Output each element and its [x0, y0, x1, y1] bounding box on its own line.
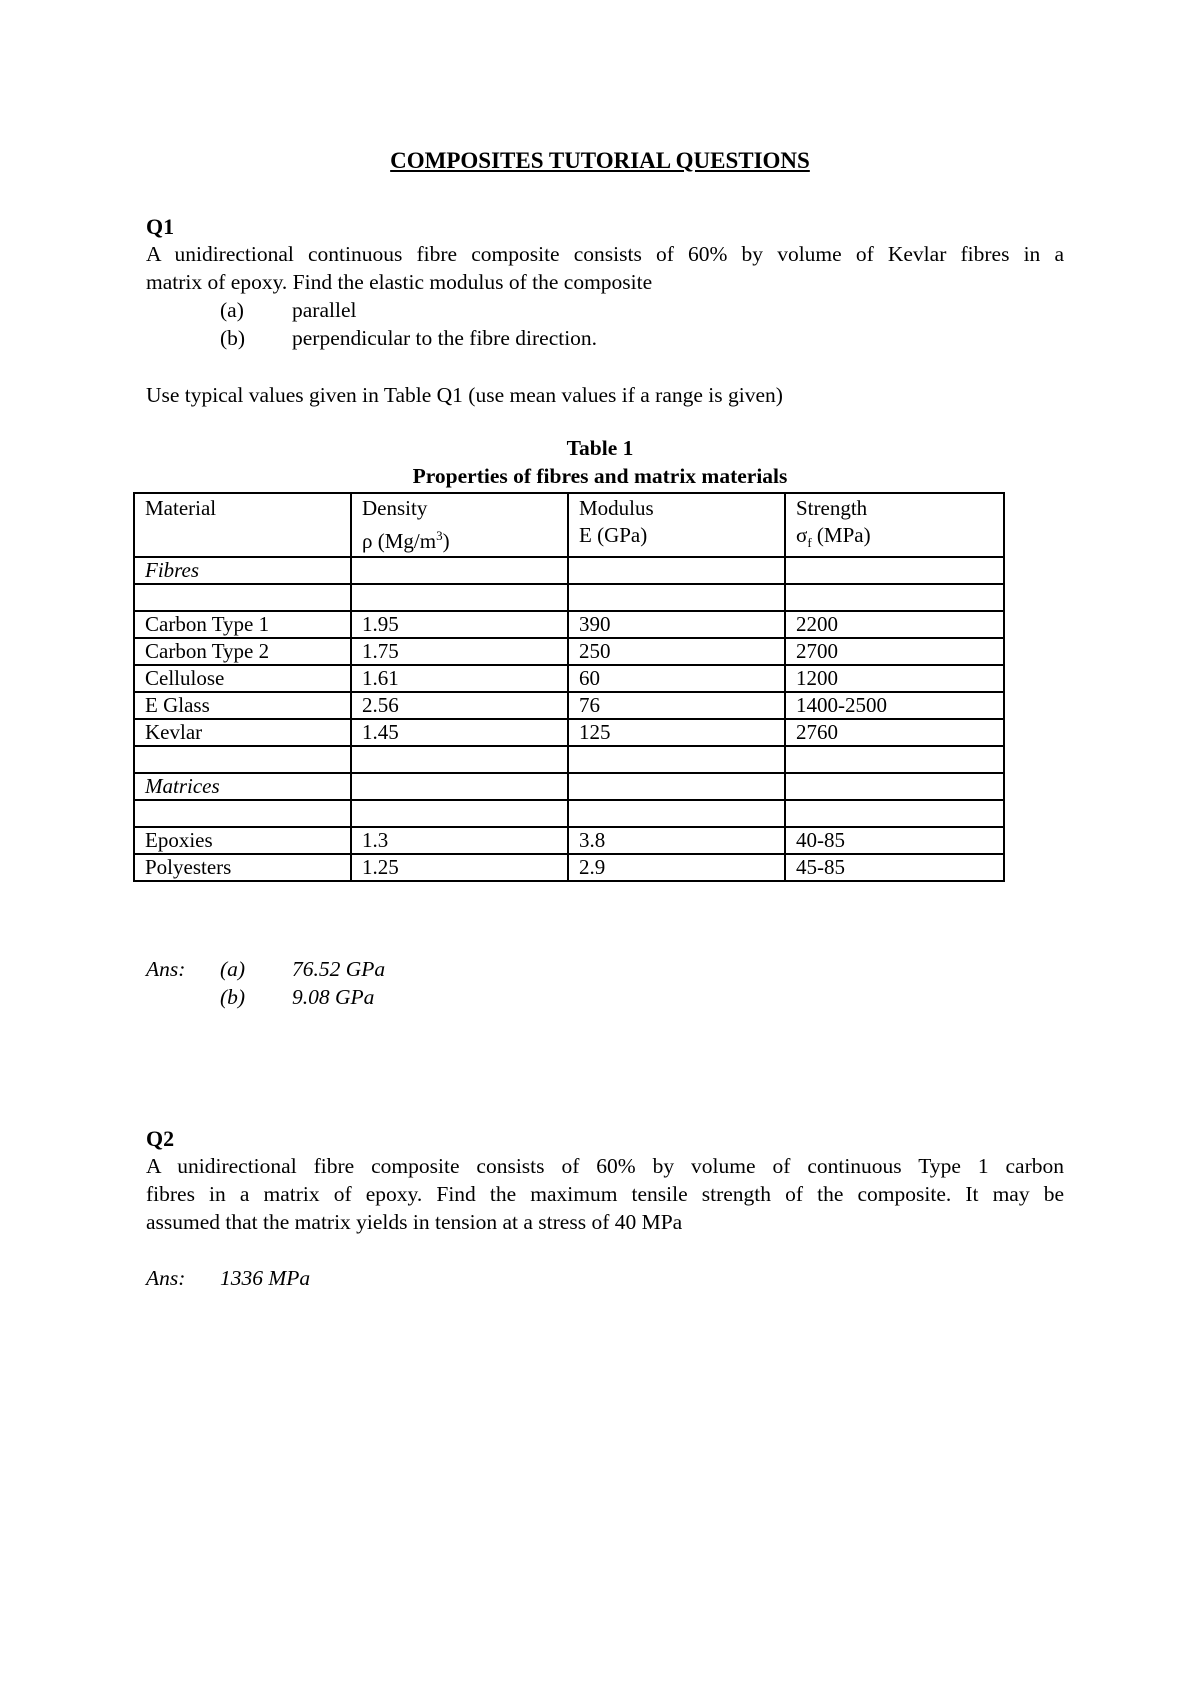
q1-text-line-1: A unidirectional continuous fibre composite consists of 60% by volume of Kevlar fibres in a: [146, 242, 1064, 266]
q1-answer-b-label: (b): [220, 985, 246, 1009]
table-row: [134, 665, 1004, 692]
empty-cell: [351, 800, 568, 827]
cell-modulus: 2.9: [568, 854, 785, 881]
empty-cell: [568, 773, 785, 800]
cell-density: 1.45: [351, 719, 568, 746]
cell-material: Polyesters: [134, 854, 351, 881]
table-row: [134, 692, 1004, 719]
header-density-unit-close: ): [442, 529, 450, 553]
cell-density: 1.95: [351, 611, 568, 638]
header-density-unit-sup: 3: [436, 528, 443, 543]
spacer-row: [134, 584, 1004, 611]
empty-cell: [351, 584, 568, 611]
empty-cell: [134, 746, 351, 773]
empty-cell: [568, 557, 785, 584]
cell-density: 1.61: [351, 665, 568, 692]
cell-strength: 1400-2500: [785, 692, 1004, 719]
header-strength-label: Strength: [796, 496, 868, 520]
section-row-matrices: [134, 773, 1004, 800]
table-caption-title: Properties of fibres and matrix materials: [412, 464, 788, 488]
cell-strength: 2760: [785, 719, 1004, 746]
header-modulus-label: Modulus: [579, 496, 654, 520]
cell-strength: 1200: [785, 665, 1004, 692]
q1-item-b-text: perpendicular to the fibre direction.: [292, 326, 598, 350]
section-row-fibres: [134, 557, 1004, 584]
header-density-unit: ρ (Mg/m: [362, 529, 437, 553]
spacer-row: [134, 800, 1004, 827]
header-modulus-unit: E (GPa): [579, 523, 648, 547]
table-row: [134, 638, 1004, 665]
cell-material: E Glass: [134, 692, 351, 719]
q1-item-a-text: parallel: [292, 298, 357, 322]
table-caption-number: Table 1: [566, 436, 634, 460]
section-label-fibres: Fibres: [134, 557, 351, 584]
header-strength-sub: f: [807, 535, 812, 551]
cell-material: Carbon Type 1: [134, 611, 351, 638]
empty-cell: [568, 746, 785, 773]
section-label-matrices: Matrices: [134, 773, 351, 800]
cell-material: Carbon Type 2: [134, 638, 351, 665]
q1-answer-a-label: (a): [220, 957, 246, 981]
header-material-label: Material: [145, 496, 217, 520]
header-strength-unit: (MPa): [811, 523, 871, 547]
cell-material: Kevlar: [134, 719, 351, 746]
cell-modulus: 390: [568, 611, 785, 638]
q2-heading: Q2: [146, 1126, 175, 1151]
cell-modulus: 76: [568, 692, 785, 719]
empty-cell: [351, 746, 568, 773]
table-row: [134, 827, 1004, 854]
empty-cell: [568, 800, 785, 827]
empty-cell: [351, 773, 568, 800]
header-strength-symbol: σ: [796, 523, 808, 547]
q1-item-a-label: (a): [220, 298, 244, 322]
q1-answer-label: Ans:: [146, 957, 186, 981]
empty-cell: [785, 800, 1004, 827]
cell-modulus: 3.8: [568, 827, 785, 854]
q1-answer-a-value: 76.52 GPa: [292, 957, 386, 981]
cell-material: Epoxies: [134, 827, 351, 854]
q2-answer-value: 1336 MPa: [220, 1266, 311, 1290]
table-row: [134, 854, 1004, 881]
cell-strength: 40-85: [785, 827, 1004, 854]
cell-density: 1.3: [351, 827, 568, 854]
header-modulus: [568, 493, 785, 557]
q2-text-line-3: assumed that the matrix yields in tension at a stress of 40 MPa: [146, 1210, 683, 1234]
q2-text-line-2: fibres in a matrix of epoxy. Find the maximum tensile strength of the composite. It may be: [146, 1182, 1064, 1206]
empty-cell: [134, 584, 351, 611]
empty-cell: [785, 584, 1004, 611]
empty-cell: [351, 557, 568, 584]
empty-cell: [134, 800, 351, 827]
q1-instruction: Use typical values given in Table Q1 (use mean values if a range is given): [146, 383, 783, 407]
q2-answer-label: Ans:: [146, 1266, 186, 1290]
cell-modulus: 250: [568, 638, 785, 665]
cell-material: Cellulose: [134, 665, 351, 692]
spacer-row: [134, 746, 1004, 773]
header-density: [351, 493, 568, 557]
cell-modulus: 125: [568, 719, 785, 746]
header-strength: [785, 493, 1004, 557]
table-row: [134, 719, 1004, 746]
q1-answer-b-value: 9.08 GPa: [292, 985, 375, 1009]
empty-cell: [568, 584, 785, 611]
properties-table: [133, 492, 1005, 882]
cell-density: 1.75: [351, 638, 568, 665]
q1-heading: Q1: [146, 214, 175, 239]
q1-item-b-label: (b): [220, 326, 246, 350]
empty-cell: [785, 746, 1004, 773]
cell-strength: 45-85: [785, 854, 1004, 881]
header-density-label: Density: [362, 496, 428, 520]
table-row: [134, 611, 1004, 638]
cell-strength: 2200: [785, 611, 1004, 638]
table-header-row: [134, 493, 1004, 557]
empty-cell: [785, 773, 1004, 800]
header-material: [134, 493, 351, 557]
cell-modulus: 60: [568, 665, 785, 692]
cell-density: 1.25: [351, 854, 568, 881]
cell-density: 2.56: [351, 692, 568, 719]
q2-text-line-1: A unidirectional fibre composite consists of 60% by volume of continuous Type 1 carbon: [146, 1154, 1064, 1178]
empty-cell: [785, 557, 1004, 584]
cell-strength: 2700: [785, 638, 1004, 665]
q1-text-line-2: matrix of epoxy. Find the elastic modulus of the composite: [146, 270, 653, 294]
page-title: COMPOSITES TUTORIAL QUESTIONS: [390, 148, 810, 173]
